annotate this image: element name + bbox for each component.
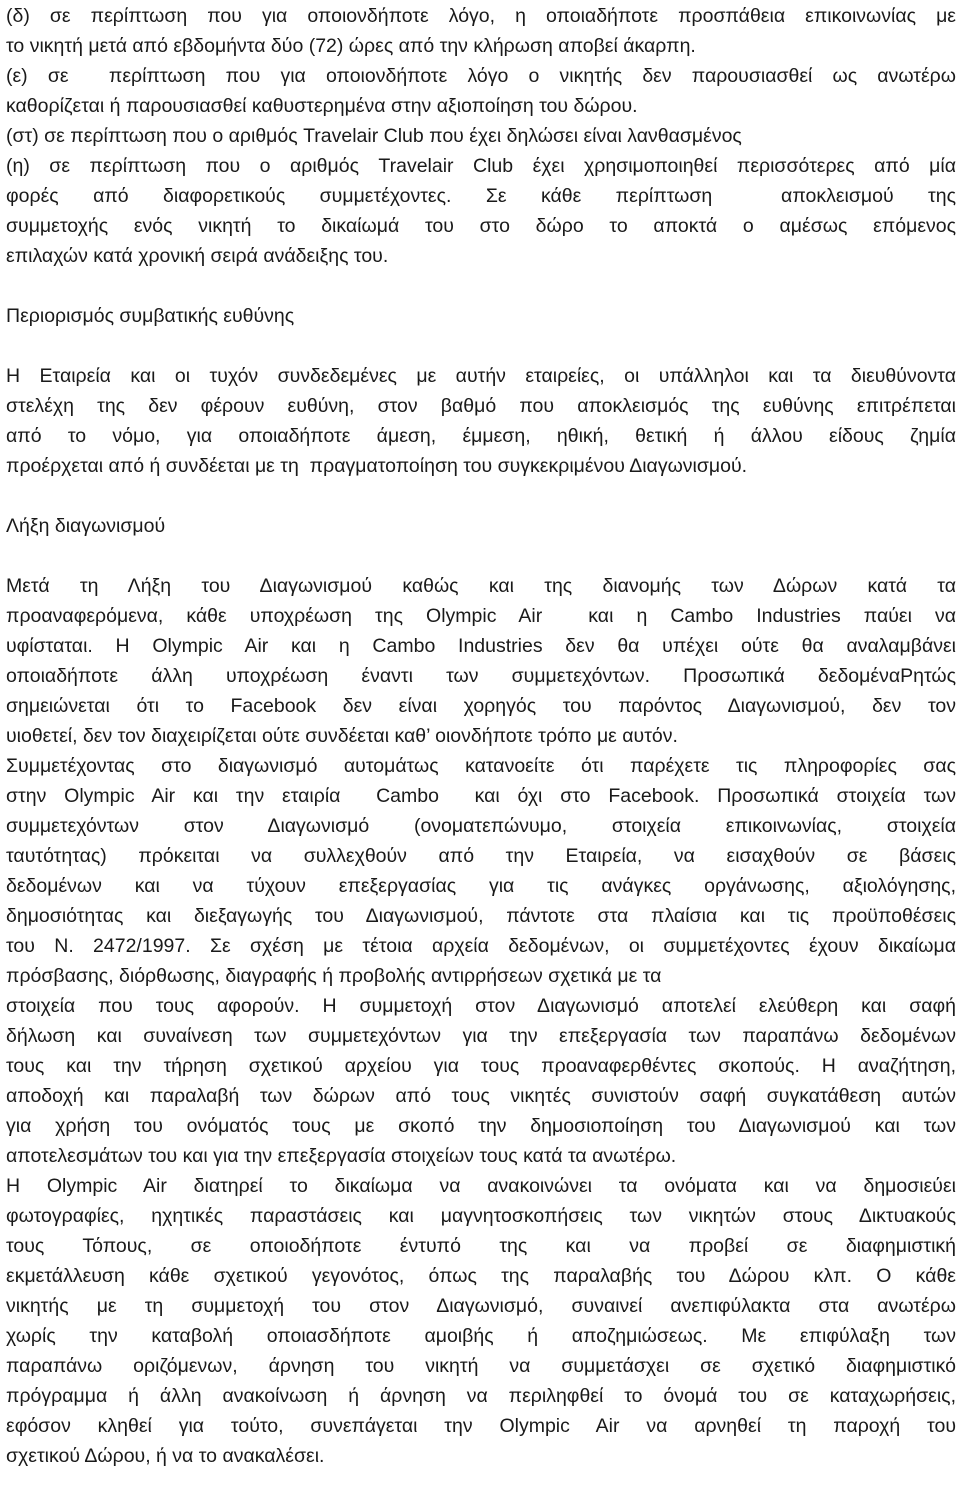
text-line: καθορίζεται ή παρουσιασθεί καθυστερημένα στην αξιοποίηση του δώρου.: [6, 95, 638, 117]
text-line: Συμμετέχοντας στο διαγωνισμό αυτομάτως κατανοείτε ότι παρέχετε τις πληροφορίες σας: [6, 755, 956, 777]
text-line: επιλαχών κατά χρονική σειρά ανάδειξης του.: [6, 245, 389, 267]
text-line: στελέχη της δεν φέρουν ευθύνη, στον βαθμό που αποκλεισμός της ευθύνης επιτρέπεται: [6, 395, 956, 417]
text-line: νικητής με τη συμμετοχή του στον Διαγωνισμό, συναινεί ανεπιφύλακτα στα ανωτέρω: [6, 1295, 956, 1317]
text-line: πρόγραμμα ή άλλη ανακοίνωση ή άρνηση να περιληφθεί το όνομά του σε καταχωρήσεις,: [6, 1385, 956, 1407]
text-line: (ε) σε περίπτωση που για οποιονδήποτε λόγο ο νικητής δεν παρουσιασθεί ως ανωτέρω: [6, 65, 956, 87]
text-line: δεδομένων και να τύχουν επεξεργασίας για τις ανάγκες οργάνωσης, αξιολόγησης,: [6, 875, 956, 897]
text-line: Μετά τη Λήξη του Διαγωνισμού καθώς και της διανομής των Δώρων κατά τα: [6, 575, 956, 597]
section-heading-liability: Περιορισμός συμβατικής ευθύνης: [6, 305, 295, 327]
text-line: Η Olympic Air διατηρεί το δικαίωμα να ανακοινώνει τα ονόματα και να δημοσιεύει: [6, 1175, 956, 1197]
text-line: τους και την τήρηση σχετικού αρχείου για τους προαναφερθέντες σκοπούς. Η αναζήτηση,: [6, 1055, 956, 1077]
text-line: φωτογραφίες, ηχητικές παραστάσεις και μαγνητοσκοπήσεις των νικητών στους Δικτυακούς: [6, 1205, 956, 1227]
text-line: συμμετοχής ενός νικητή το δικαίωμά του στο δώρο το αποκτά ο αμέσως επόμενος: [6, 215, 956, 237]
text-line: ταυτότητας) πρόκειται να συλλεχθούν από την Εταιρεία, να εισαχθούν σε βάσεις: [6, 845, 956, 867]
text-line: δημοσιότητας και διεξαγωγής του Διαγωνισμού, πάντοτε στα πλαίσια και τις προϋποθέσεις: [6, 905, 956, 927]
text-line: τους Τόπους, σε οποιοδήποτε έντυπό της και να προβεί σε διαφημιστική: [6, 1235, 956, 1257]
text-line: στην Olympic Air και την εταιρία Cambo και όχι στο Facebook. Προσωπικά στοιχεία των: [6, 785, 956, 807]
section-heading-contest-end: Λήξη διαγωνισμού: [6, 515, 166, 537]
text-line: παραπάνω οριζόμενων, άρνηση του νικητή να συμμετάσχει σε σχετικό διαφημιστικό: [6, 1355, 956, 1377]
text-line: σημειώνεται ότι το Facebook δεν είναι χορηγός του παρόντος Διαγωνισμού, δεν τον: [6, 695, 956, 717]
text-line: το νικητή μετά από εβδομήντα δύο (72) ώρες από την κλήρωση αποβεί άκαρπη.: [6, 35, 696, 57]
text-line: αποδοχή και παραλαβή των δώρων από τους νικητές συνιστούν σαφή συγκατάθεση αυτών: [6, 1085, 956, 1107]
text-line: χωρίς την καταβολή οποιασδήποτε αμοιβής ή αποζημιώσεως. Με επιφύλαξη των: [6, 1325, 956, 1347]
text-line: στοιχεία που τους αφορούν. Η συμμετοχή στον Διαγωνισμό αποτελεί ελεύθερη και σαφή: [6, 995, 956, 1017]
text-line: (η) σε περίπτωση που ο αριθμός Travelair Club έχει χρησιμοποιηθεί περισσότερες από μία: [6, 155, 956, 177]
text-line: υιοθετεί, δεν τον διαχειρίζεται ούτε συνδέεται καθ’ οιονδήποτε τρόπο με αυτόν.: [6, 725, 678, 747]
text-line: αποτελεσμάτων του και για την επεξεργασία στοιχείων τους κατά τα ανωτέρω.: [6, 1145, 677, 1167]
text-line: προαναφερόμενα, κάθε υποχρέωση της Olympic Air και η Cambo Industries παύει να: [6, 605, 956, 627]
text-line: οποιαδήποτε άλλη υποχρέωση έναντι των συμμετεχόντων. Προσωπικά δεδομέναΡητώς: [6, 665, 956, 687]
text-line: σχετικού Δώρου, ή να το ανακαλέσει.: [6, 1445, 325, 1467]
text-line: από το νόμο, για οποιαδήποτε άμεση, έμμεση, ηθική, θετική ή άλλου είδους ζημία: [6, 425, 956, 447]
text-line: για χρήση του ονόματός τους με σκοπό την δημοσιοποίηση του Διαγωνισμού και των: [6, 1115, 956, 1137]
text-line: εφόσον κληθεί για τούτο, συνεπάγεται την Olympic Air να αρνηθεί τη παροχή του: [6, 1415, 956, 1437]
text-line: δήλωση και συναίνεση των συμμετεχόντων για την επεξεργασία των παραπάνω δεδομένων: [6, 1025, 956, 1047]
text-line: συμμετεχόντων στον Διαγωνισμό (ονοματεπώνυμο, στοιχεία επικοινωνίας, στοιχεία: [6, 815, 956, 837]
text-line: (στ) σε περίπτωση που ο αριθμός Travelair Club που έχει δηλώσει είναι λανθασμένος: [6, 125, 742, 147]
text-line: του Ν. 2472/1997. Σε σχέση με τέτοια αρχεία δεδομένων, οι συμμετέχοντες έχουν δικαίωμα: [6, 935, 956, 957]
text-line: (δ) σε περίπτωση που για οποιονδήποτε λόγο, η οποιαδήποτε προσπάθεια επικοινωνίας με: [6, 5, 956, 27]
text-line: Η Εταιρεία και οι τυχόν συνδεδεμένες με αυτήν εταιρείες, οι υπάλληλοι και τα διευθύνοντα: [6, 365, 956, 387]
text-line: υφίσταται. Η Olympic Air και η Cambo Industries δεν θα υπέχει ούτε θα αναλαμβάνει: [6, 635, 956, 657]
text-line: φορές από διαφορετικούς συμμετέχοντες. Σε κάθε περίπτωση αποκλεισμού της: [6, 185, 956, 207]
text-line: προέρχεται από ή συνδέεται με τη πραγματοποίηση του συγκεκριμένου Διαγωνισμού.: [6, 455, 748, 477]
text-line: πρόσβασης, διόρθωσης, διαγραφής ή προβολής αντιρρήσεων σχετικά με τα: [6, 965, 662, 987]
text-line: εκμετάλλευση κάθε σχετικού γεγονότος, όπως της παραλαβής του Δώρου κλπ. Ο κάθε: [6, 1265, 956, 1287]
